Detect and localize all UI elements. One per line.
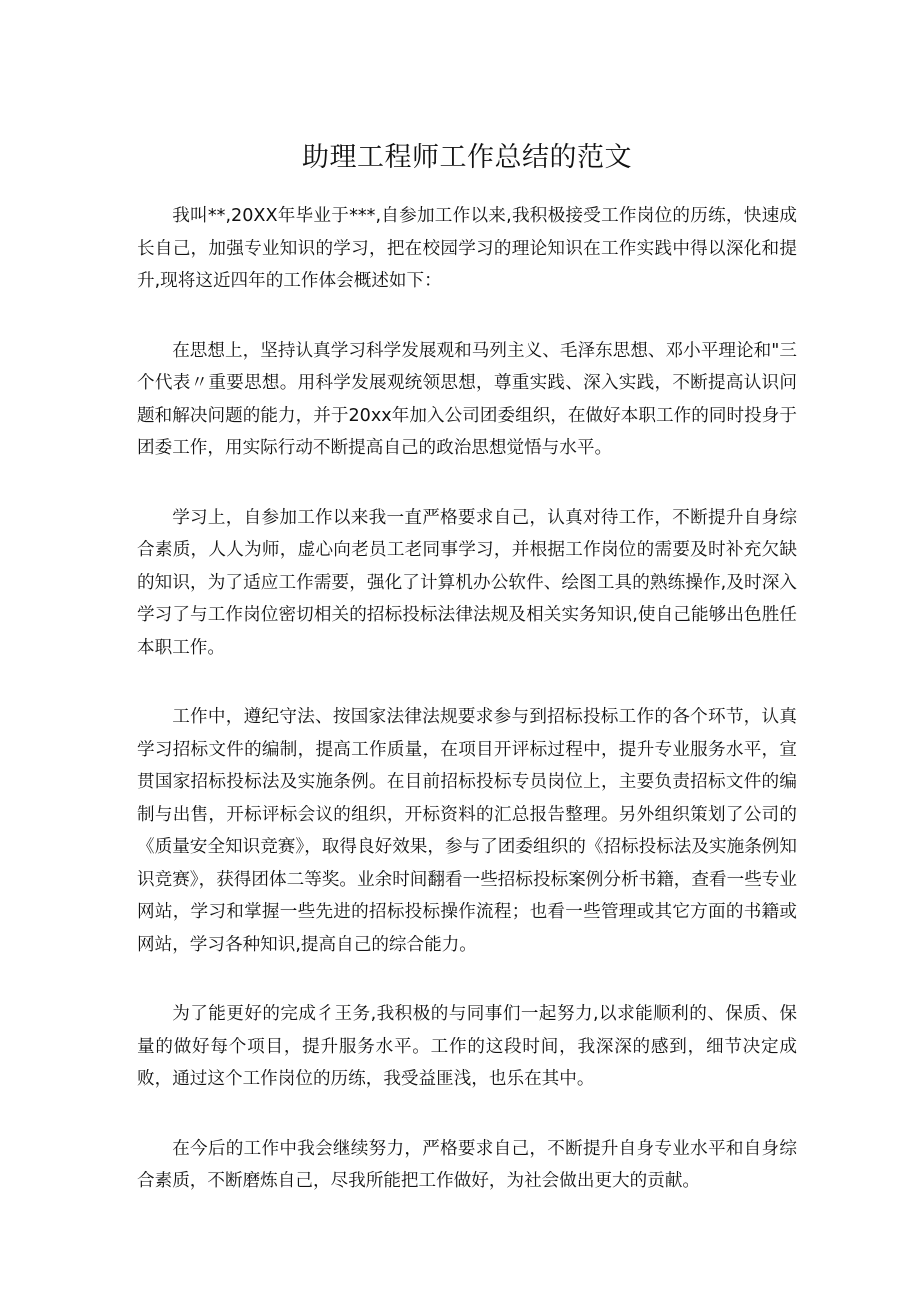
paragraph-teamwork: 为了能更好的完成彳王务,我积极的与同事们一起努力,以求能顺利的、保质、保量的做好每个项目，提升服务水平。工作的这段时间，我深深的感到，细节决定成败，通过这个工作岗位的历练，我受益匪浅，也乐在其中。	[137, 1004, 797, 1089]
paragraph-intro: 我叫**,20XX年毕业于***,自参加工作以来,我积极接受工作岗位的历练，快速成长自己，加强专业知识的学习，把在校园学习的理论知识在工作实践中得以深化和提升,现将这近四年的工作体会概述如下：	[137, 206, 797, 291]
paragraph-future: 在今后的工作中我会继续努力，严格要求自己，不断提升自身专业水平和自身综合素质，不断磨炼自己，尽我所能把工作做好，为社会做出更大的贡献。	[137, 1138, 797, 1191]
document-title: 助理工程师工作总结的范文	[302, 142, 632, 173]
paragraph-thought: 在思想上，坚持认真学习科学发展观和马列主义、毛泽东思想、邓小平理论和"三个代表〃重要思想。用科学发展观统领思想，尊重实践、深入实践，不断提高认识问题和解决问题的能力，并于20xx年加入公司团委组织，在做好本职工作的同时投身于团委工作，用实际行动不断提高自己的政治思想觉悟与水平。	[137, 340, 797, 458]
paragraph-work: 工作中，遵纪守法、按国家法律法规要求参与到招标投标工作的各个环节，认真学习招标文件的编制，提高工作质量，在项目开评标过程中，提升专业服务水平，宣贯国家招标投标法及实施条例。在目前招标投标专员岗位上，主要负责招标文件的编制与出售，开标评标会议的组织，开标资料的汇总报告整理。另外组织策划了公司的《质量安全知识竞赛》，取得良好效果，参与了团委组织的《招标投标法及实施条例知识竞赛》，获得团体二等奖。业余时间翻看一些招标投标案例分析书籍，查看一些专业网站，学习和掌握一些先进的招标投标操作流程；也看一些管理或其它方面的书籍或网站，学习各种知识,提高自己的综合能力。	[137, 707, 797, 955]
document-page	[137, 138, 797, 1235]
paragraph-study: 学习上，自参加工作以来我一直严格要求自己，认真对待工作，不断提升自身综合素质，人人为师，虚心向老员工老同事学习，并根据工作岗位的需要及时补充欠缺的知识，为了适应工作需要，强化了计算机办公软件、绘图工具的熟练操作,及时深入学习了与工作岗位密切相关的招标投标法律法规及相关实务知识,使自己能够出色胜任本职工作。	[137, 507, 797, 658]
